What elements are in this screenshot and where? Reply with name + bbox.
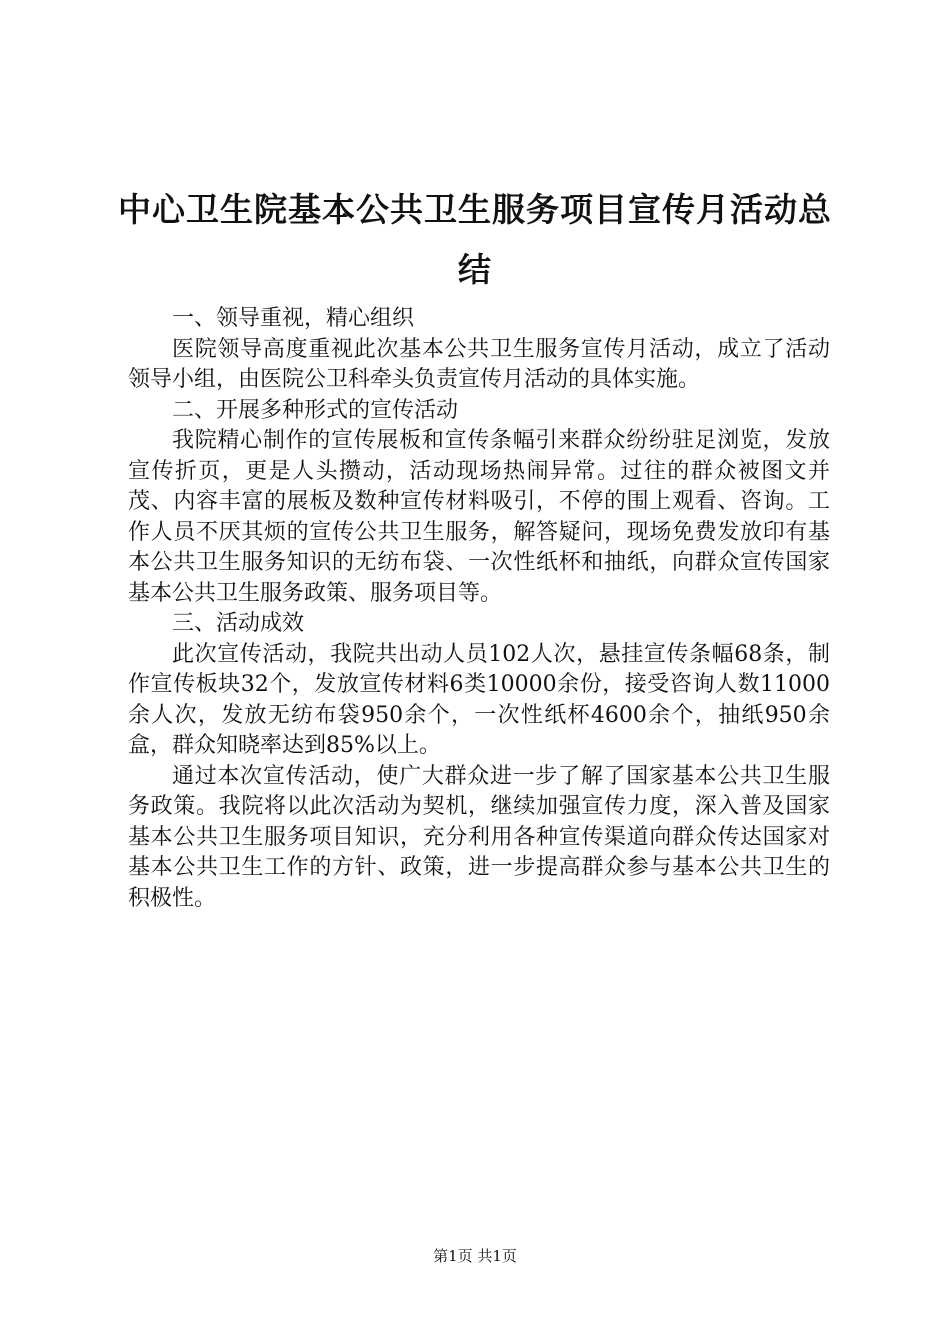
section-heading-2: 二、开展多种形式的宣传活动 (172, 397, 459, 423)
paragraph-3: 此次宣传活动，我院共出动人员102人次，悬挂宣传条幅68条，制作宣传板块32个，发放宣传材料6类10000余份，接受咨询人数11000余人次，发放无纺布袋950余个，一次性纸杯4600余个，抽纸950余盒，群众知晓率达到85%以上。 (128, 641, 830, 758)
section-heading-1: 一、领导重视，精心组织 (172, 306, 415, 331)
paragraph-4: 通过本次宣传活动，使广大群众进一步了解了国家基本公共卫生服务政策。我院将以此次活动为契机，继续加强宣传力度，深入普及国家基本公共卫生服务项目知识，充分利用各种宣传渠道向群众传达国家对基本公共卫生工作的方针、政策，进一步提高群众参与基本公共卫生的积极性。 (128, 763, 830, 911)
page-footer: 第1页 共1页 (433, 1247, 517, 1265)
paragraph-1: 医院领导高度重视此次基本公共卫生服务宣传月活动，成立了活动领导小组，由医院公卫科牵头负责宣传月活动的具体实施。 (128, 336, 830, 392)
document-body (128, 304, 830, 914)
section-heading-3: 三、活动成效 (172, 611, 305, 636)
paragraph-2: 我院精心制作的宣传展板和宣传条幅引来群众纷纷驻足浏览，发放宣传折页，更是人头攒动，活动现场热闹异常。过往的群众被图文并茂、内容丰富的展板及数种宣传材料吸引，不停的围上观看、咨询。工作人员不厌其烦的宣传公共卫生服务，解答疑问，现场免费发放印有基本公共卫生服务知识的无纺布袋、一次性纸杯和抽纸，向群众宣传国家基本公共卫生服务政策、服务项目等。 (128, 428, 830, 606)
document-title: 中心卫生院基本公共卫生服务项目宣传月活动总结 (118, 190, 832, 289)
